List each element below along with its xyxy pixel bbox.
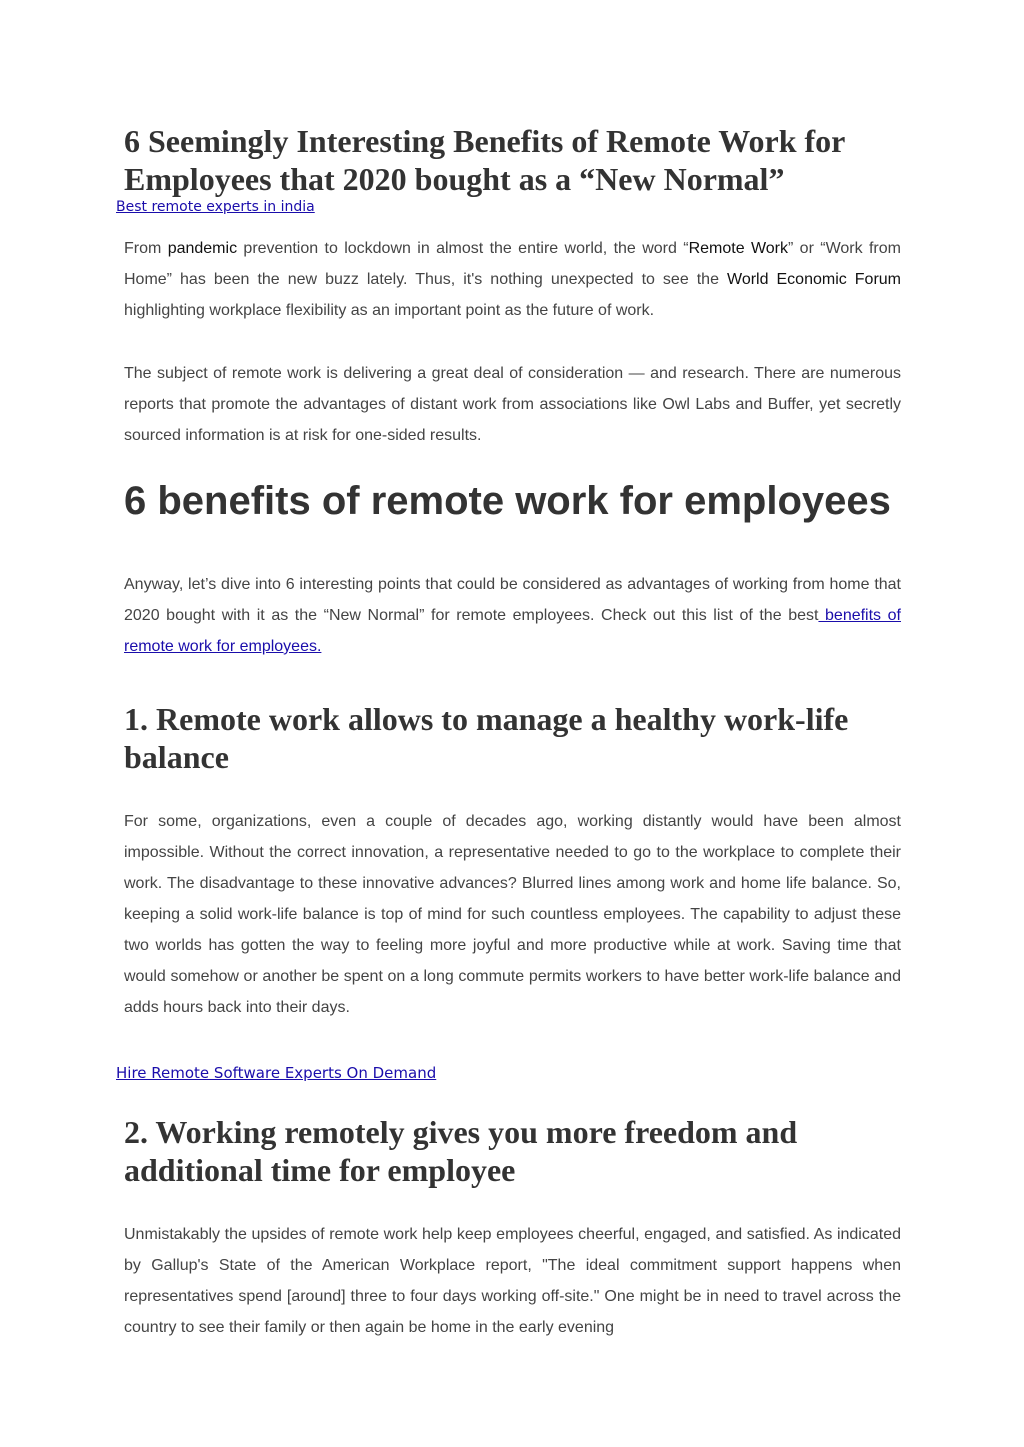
world-economic-forum-term: World Economic Forum — [727, 271, 901, 288]
benefit-1-heading: 1. Remote work allows to manage a healthy work-life balance — [124, 701, 849, 775]
intro-text-a: From — [124, 240, 168, 257]
section-intro-paragraph — [124, 569, 901, 662]
section-heading: 6 benefits of remote work for employees — [124, 479, 891, 523]
hire-remote-software-experts-link[interactable]: Hire Remote Software Experts On Demand — [116, 1064, 437, 1082]
benefit-2-body: Unmistakably the upsides of remote work help keep employees cheerful, engaged, and satisfied. As indicated by Gallup's State of the American Workplace report, "The ideal commitment support happens when representatives spend [around] three to four days working off-site." One might be in need to travel across the country to see their family or then again be home in the early evening — [124, 1226, 901, 1336]
page-title: 6 Seemingly Interesting Benefits of Remote Work for Employees that 2020 bought as a “New Normal” — [124, 123, 845, 197]
intro-text-b: prevention to lockdown in almost the entire world, the word “ — [237, 240, 689, 257]
benefits-of-remote-work-link[interactable]: benefits of remote work for employees. — [124, 607, 901, 655]
remote-work-term: Remote Work — [688, 240, 788, 257]
benefit-1-body: For some, organizations, even a couple of decades ago, working distantly would have been almost impossible. Without the correct innovation, a representative needed to go to the workplace to complete their work. The disadvantage to these innovative advances? Blurred lines among work and home life balance. So, keeping a solid work-life balance is top of mind for such countless employees. The capability to adjust these two worlds has gotten the way to feeling more joyful and more productive while at work. Saving time that would somehow or another be spent on a long commute permits workers to have better work-life balance and adds hours back into their days. — [124, 813, 901, 1016]
section-intro-text: Anyway, let’s dive into 6 interesting points that could be considered as advantages of working from home that 2020 bought with it as the “New Normal” for remote employees. Check out this list of the best — [124, 576, 901, 624]
intro-text-c: ” or “Work from Home” has been the new buzz lately. Thus, it's nothing unexpected to see the — [124, 240, 901, 288]
intro-text-d: highlighting workplace flexibility as an important point as the future of work. — [124, 302, 655, 319]
intro-paragraph-1 — [124, 233, 901, 326]
pandemic-term: pandemic — [167, 240, 238, 257]
intro-paragraph-2: The subject of remote work is delivering a great deal of consideration — and research. There are numerous reports that promote the advantages of distant work from associations like Owl Labs and Buffer, yet secretly sourced information is at risk for one-sided results. — [124, 365, 901, 444]
best-remote-experts-link[interactable]: Best remote experts in india — [116, 199, 315, 215]
benefit-2-heading: 2. Working remotely gives you more freedom and additional time for employee — [124, 1114, 798, 1188]
